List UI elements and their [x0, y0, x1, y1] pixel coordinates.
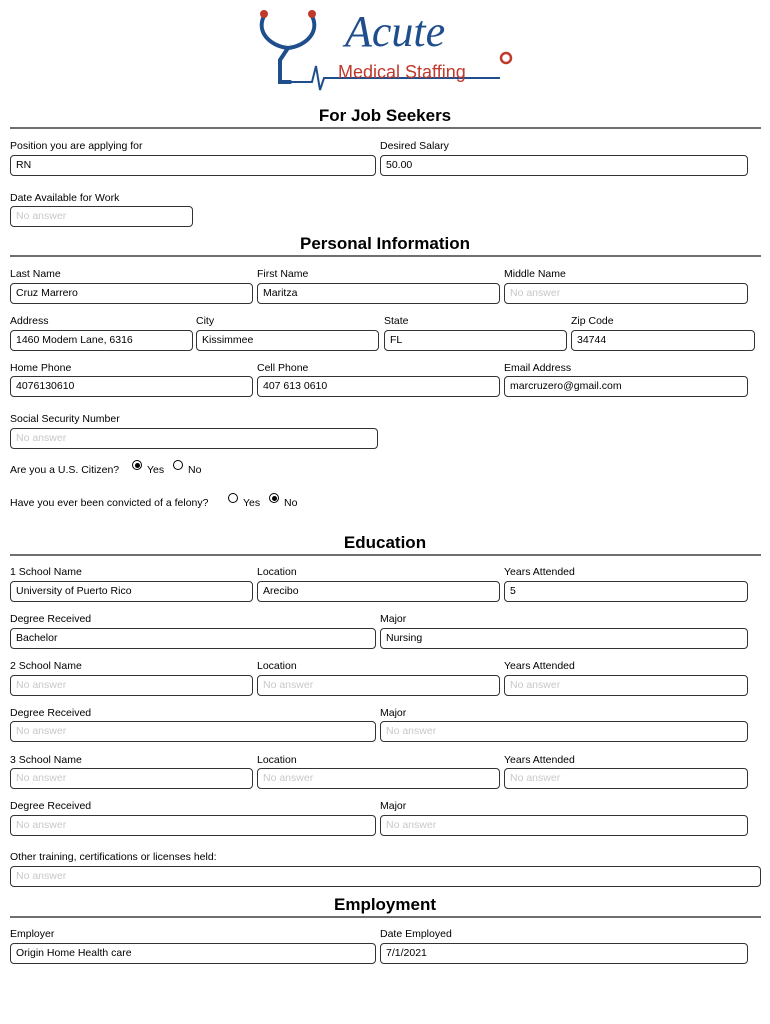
years1-label: Years Attended [504, 566, 575, 578]
date-employed-input[interactable]: 7/1/2021 [380, 943, 748, 964]
last-name-input[interactable]: Cruz Marrero [10, 283, 253, 304]
ssn-input[interactable]: No answer [10, 428, 378, 449]
major2-input[interactable]: No answer [380, 721, 748, 742]
degree3-input[interactable]: No answer [10, 815, 376, 836]
citizen-question: Are you a U.S. Citizen? [10, 464, 120, 476]
years2-label: Years Attended [504, 660, 575, 672]
other-training-label: Other training, certifications or licenses held: [10, 851, 217, 863]
major2-label: Major [380, 707, 407, 719]
state-label: State [384, 315, 409, 327]
degree1-input[interactable]: Bachelor [10, 628, 376, 649]
date-available-label: Date Available for Work [10, 192, 120, 204]
home-phone-label: Home Phone [10, 362, 72, 374]
address-label: Address [10, 315, 49, 327]
other-training-input[interactable]: No answer [10, 866, 761, 887]
years2-input[interactable]: No answer [504, 675, 748, 696]
years1-input[interactable]: 5 [504, 581, 748, 602]
zip-code-input[interactable]: 34744 [571, 330, 755, 351]
date-available-input[interactable]: No answer [10, 206, 193, 227]
location2-input[interactable]: No answer [257, 675, 500, 696]
employment-title: Employment [333, 895, 437, 914]
school1-label: 1 School Name [10, 566, 82, 578]
years3-label: Years Attended [504, 754, 575, 766]
last-name-label: Last Name [10, 268, 61, 280]
location1-input[interactable]: Arecibo [257, 581, 500, 602]
major1-label: Major [380, 613, 407, 625]
state-input[interactable]: FL [384, 330, 567, 351]
personal-info-rule [10, 255, 761, 257]
degree1-label: Degree Received [10, 613, 92, 625]
citizen-yes-label: Yes [147, 464, 165, 476]
citizen-no-radio[interactable] [173, 460, 183, 470]
felony-yes-radio[interactable] [228, 493, 238, 503]
salary-label: Desired Salary [380, 140, 449, 152]
middle-name-label: Middle Name [504, 268, 566, 280]
salary-input[interactable]: 50.00 [380, 155, 748, 176]
major3-label: Major [380, 800, 407, 812]
degree2-input[interactable]: No answer [10, 721, 376, 742]
personal-info-title: Personal Information [299, 234, 471, 253]
first-name-input[interactable]: Maritza [257, 283, 500, 304]
citizen-no-label: No [188, 464, 202, 476]
major3-input[interactable]: No answer [380, 815, 748, 836]
position-label: Position you are applying for [10, 140, 143, 152]
zip-code-label: Zip Code [571, 315, 614, 327]
school2-input[interactable]: No answer [10, 675, 253, 696]
location1-label: Location [257, 566, 297, 578]
degree3-label: Degree Received [10, 800, 92, 812]
email-input[interactable]: marcruzero@gmail.com [504, 376, 748, 397]
middle-name-input[interactable]: No answer [504, 283, 748, 304]
logo-title: Acute [345, 7, 446, 56]
first-name-label: First Name [257, 268, 309, 280]
years3-input[interactable]: No answer [504, 768, 748, 789]
city-input[interactable]: Kissimmee [196, 330, 379, 351]
felony-no-label: No [284, 497, 298, 509]
degree2-label: Degree Received [10, 707, 92, 719]
location3-label: Location [257, 754, 297, 766]
location3-input[interactable]: No answer [257, 768, 500, 789]
felony-yes-label: Yes [243, 497, 261, 509]
email-label: Email Address [504, 362, 572, 374]
date-employed-label: Date Employed [380, 928, 452, 940]
position-input[interactable]: RN [10, 155, 376, 176]
school2-label: 2 School Name [10, 660, 82, 672]
school1-input[interactable]: University of Puerto Rico [10, 581, 253, 602]
employment-rule [10, 916, 761, 918]
logo-subtitle: Medical Staffing [338, 62, 466, 82]
education-title: Education [343, 533, 427, 552]
citizen-yes-radio[interactable] [132, 460, 142, 470]
major1-input[interactable]: Nursing [380, 628, 748, 649]
employer-label: Employer [10, 928, 55, 940]
employer-input[interactable]: Origin Home Health care [10, 943, 376, 964]
city-label: City [196, 315, 215, 327]
job-seekers-rule [10, 127, 761, 129]
school3-label: 3 School Name [10, 754, 82, 766]
cell-phone-label: Cell Phone [257, 362, 309, 374]
school3-input[interactable]: No answer [10, 768, 253, 789]
address-input[interactable]: 1460 Modem Lane, 6316 [10, 330, 193, 351]
location2-label: Location [257, 660, 297, 672]
ssn-label: Social Security Number [10, 413, 120, 425]
education-rule [10, 554, 761, 556]
job-seekers-title: For Job Seekers [318, 106, 452, 125]
felony-no-radio[interactable] [269, 493, 279, 503]
cell-phone-input[interactable]: 407 613 0610 [257, 376, 500, 397]
home-phone-input[interactable]: 4076130610 [10, 376, 253, 397]
acute-medical-staffing-logo [250, 2, 520, 94]
felony-question: Have you ever been convicted of a felony? [10, 497, 209, 509]
